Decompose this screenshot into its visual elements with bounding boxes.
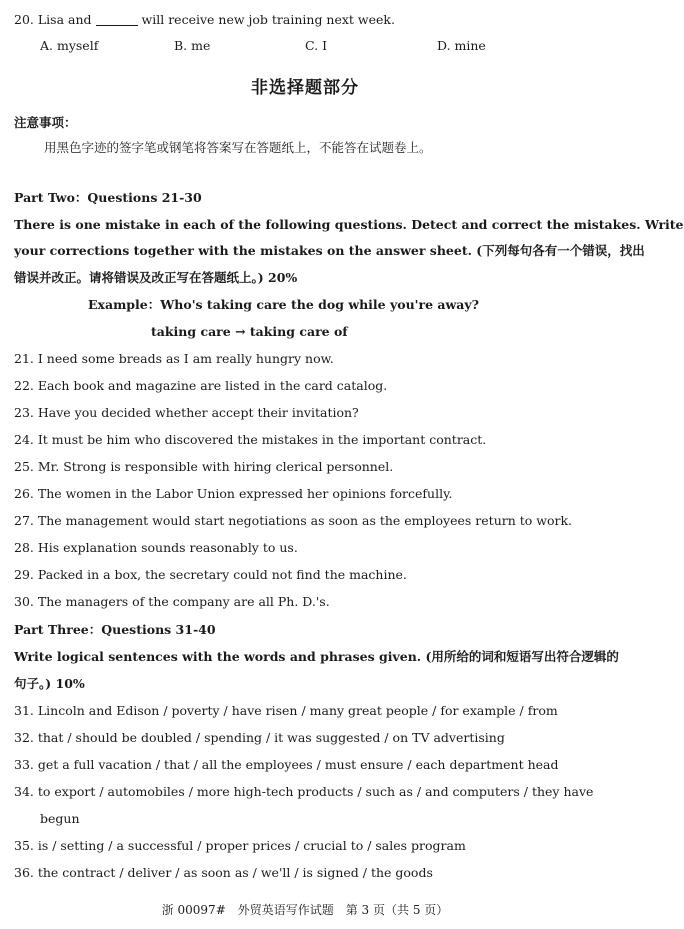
option-b: B. me	[174, 38, 211, 53]
page-footer: 浙 00097# 外贸英语写作试题 第 3 页（共 5 页）	[161, 903, 449, 917]
part-two-instruction-2: your corrections together with the mistakes on the answer sheet. (下列每句各有一个错误，找出	[14, 243, 645, 258]
list-item: 23. Have you decided whether accept their invitation?	[14, 405, 359, 420]
list-item: 30. The managers of the company are all Ph. D.'s.	[14, 594, 330, 609]
part-three-instruction-1: Write logical sentences with the words and phrases given. (用所给的词和短语写出符合逻辑的	[14, 649, 619, 664]
list-item: 27. The management would start negotiations as soon as the employees return to work.	[14, 513, 573, 528]
list-item: 28. His explanation sounds reasonably to us.	[14, 540, 298, 555]
question-text-after: will receive new job training next week.	[141, 12, 395, 27]
section-title: 非选择题部分	[251, 78, 359, 98]
list-item: 21. I need some breads as I am really hungry now.	[14, 351, 334, 366]
part-two-instruction-1: There is one mistake in each of the following questions. Detect and correct the mistakes. Write	[14, 217, 684, 232]
list-item: 35. is / setting / a successful / proper prices / crucial to / sales program	[14, 838, 466, 853]
option-d: D. mine	[437, 38, 486, 53]
option-a: A. myself	[40, 38, 99, 53]
list-item: 26. The women in the Labor Union expressed her opinions forcefully.	[14, 486, 453, 501]
example-sentence: Example：Who's taking care the dog while you're away?	[88, 297, 479, 312]
list-item: 33. get a full vacation / that / all the employees / must ensure / each department head	[14, 757, 559, 772]
list-item: 34. to export / automobiles / more high-tech products / such as / and computers / they have	[14, 784, 594, 799]
part-two-instruction-3: 错误并改正。请将错误及改正写在答题纸上。) 20%	[14, 270, 298, 285]
notice-text: 用黑色字迹的签字笔或钢笔将答案写在答题纸上，不能答在试题卷上。	[44, 140, 432, 155]
list-item: 36. the contract / deliver / as soon as / we'll / is signed / the goods	[14, 865, 433, 880]
list-item-continuation: begun	[40, 811, 80, 826]
notice-heading: 注意事项：	[14, 115, 77, 130]
question-text-before: Lisa and	[37, 12, 92, 27]
part-three-heading: Part Three：Questions 31-40	[14, 622, 216, 637]
part-two-heading: Part Two：Questions 21-30	[14, 190, 202, 205]
option-c: C. I	[305, 38, 328, 53]
list-item: 32. that / should be doubled / spending / it was suggested / on TV advertising	[14, 730, 505, 745]
answer-blank	[96, 13, 138, 26]
list-item: 24. It must be him who discovered the mistakes in the important contract.	[14, 432, 487, 447]
example-correction: taking care → taking care of	[151, 324, 348, 339]
list-item: 25. Mr. Strong is responsible with hiring clerical personnel.	[14, 459, 394, 474]
question-number: 20.	[14, 12, 34, 27]
list-item: 29. Packed in a box, the secretary could not find the machine.	[14, 567, 407, 582]
part-three-instruction-2: 句子。) 10%	[14, 676, 85, 691]
list-item: 31. Lincoln and Edison / poverty / have risen / many great people / for example / from	[14, 703, 558, 718]
question-20	[14, 12, 600, 28]
list-item: 22. Each book and magazine are listed in the card catalog.	[14, 378, 388, 393]
